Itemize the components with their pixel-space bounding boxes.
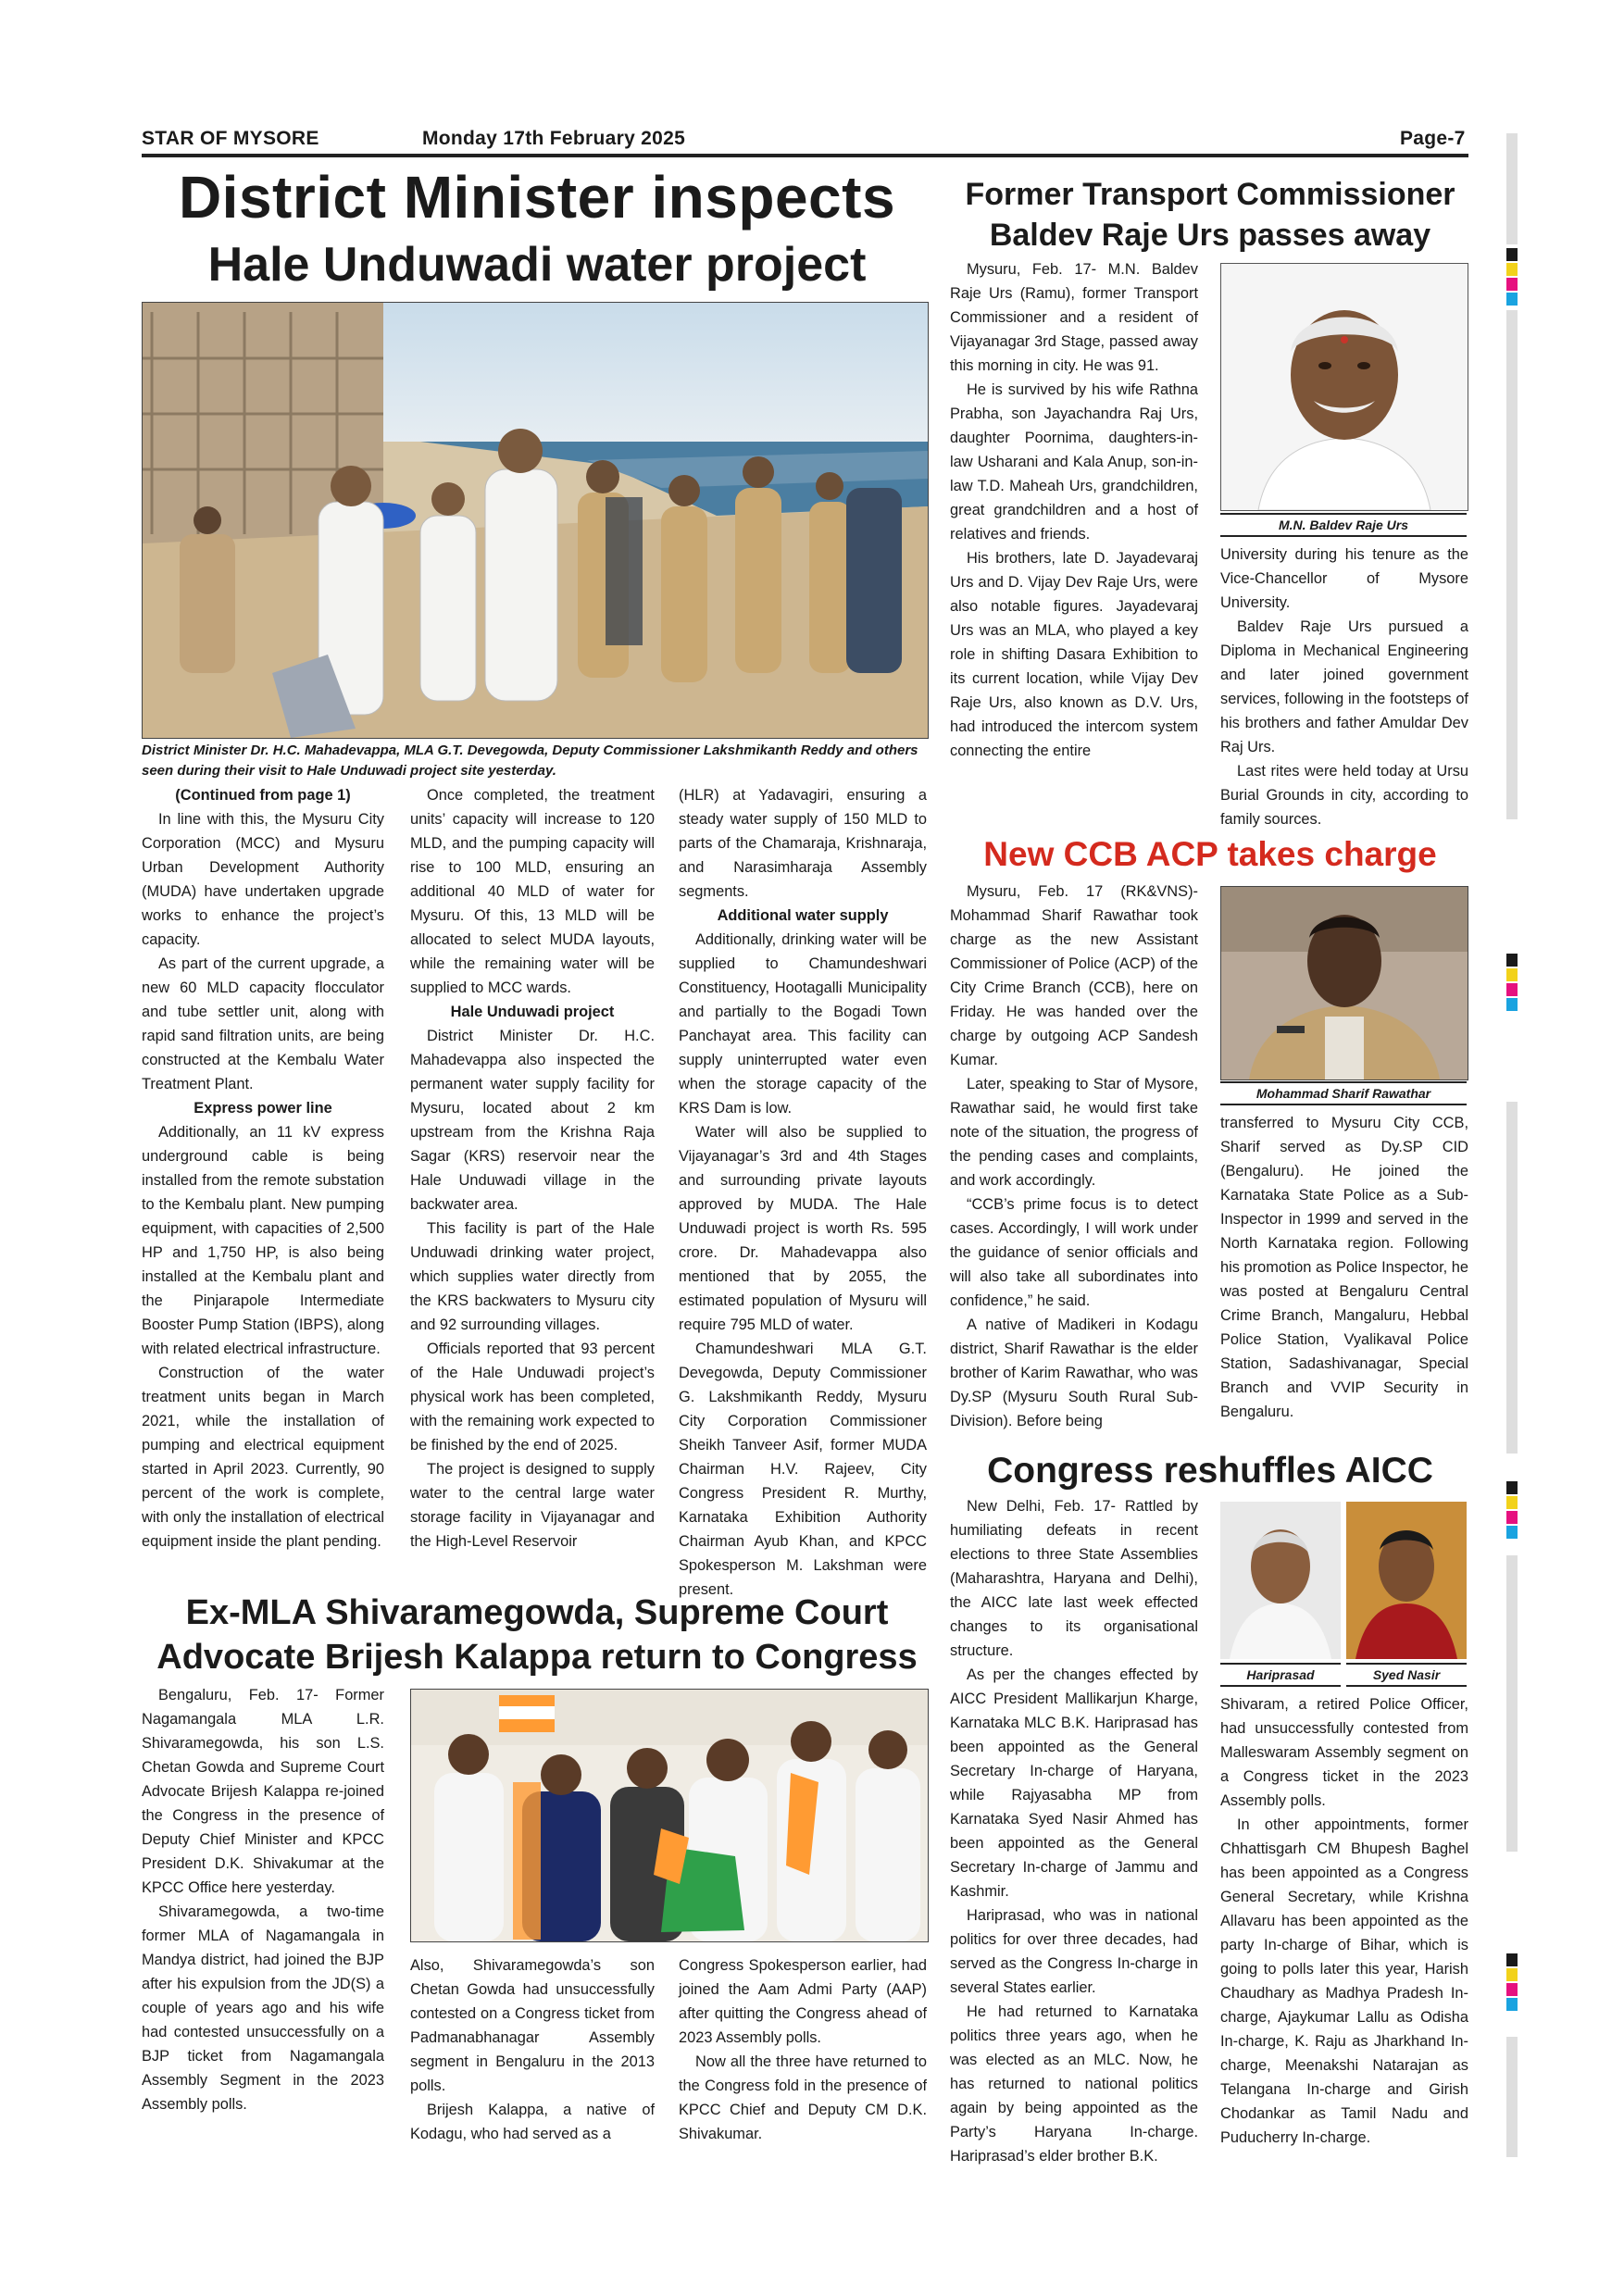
- aicc-leaders-photos: [1220, 1502, 1467, 1659]
- paragraph: Mysuru, Feb. 17 (RK&VNS)- Mohammad Sharif Rawathar took charge as the new Assistant Commissioner of Police (ACP) of the City Crime Branch (CCB), here on Friday. He was handed over the charge by outgoing ACP Sandesh Kumar.: [950, 883, 1198, 1068]
- story5-column1: [950, 1494, 1198, 2168]
- story5-column2: [1220, 1692, 1468, 2150]
- subheading: Hale Unduwadi project: [450, 1004, 615, 1020]
- story4-column3: [679, 1953, 927, 2146]
- subheading: Express power line: [194, 1100, 332, 1117]
- paragraph: Water will also be supplied to Vijayanagar’s 3rd and 4th Stages and surrounding private layouts approved by MUDA. The Hale Unduwadi project is worth Rs. 595 crore. Dr. Mahadevappa also mentioned that by 2055, the estimated population of Mysuru will require 795 MLD of water.: [679, 1124, 927, 1333]
- paragraph: In line with this, the Mysuru City Corporation (MCC) and Mysuru Urban Development Authority (MUDA) have undertaken upgrade works to enhance the project’s capacity.: [142, 811, 384, 948]
- paragraph: Shivaram, a retired Police Officer, had unsuccessfully contested from Malleswaram Assembly segment on a Congress ticket in the 2023 Assembly polls.: [1220, 1696, 1468, 1809]
- paragraph: Also, Shivaramegowda’s son Chetan Gowda had unsuccessfully contested on a Congress ticket from Padmanabhanagar Assembly segment in Bengaluru in the 2013 polls.: [410, 1957, 655, 2094]
- hariprasad-caption: Hariprasad: [1220, 1663, 1341, 1687]
- paragraph: District Minister Dr. H.C. Mahadevappa also inspected the permanent water supply facility for Mysuru, located about 2 km upstream from the Krishna Raja Sagar (KRS) reservoir near the Hale Unduwadi village in the backwater area.: [410, 1028, 655, 1213]
- story1-column2: [410, 783, 655, 1554]
- paragraph: Mysuru, Feb. 17- M.N. Baldev Raje Urs (Ramu), former Transport Commissioner and a resident of Vijayanagar 3rd Stage, passed away this morning in city. He was 91.: [950, 261, 1198, 374]
- congress-joining-photo: [410, 1689, 929, 1942]
- paragraph: Shivaramegowda, a two-time former MLA of Nagamangala in Mandya district, had joined the BJP after his expulsion from the JD(S) a couple of years ago and his wife had contested unsuccessfully on a BJP ticket from Nagamangala Assembly Segment in the 2023 Assembly polls.: [142, 1903, 384, 2113]
- paragraph: The project is designed to supply water to the central large water storage facility in Vijayanagar and the High-Level Reservoir: [410, 1461, 655, 1550]
- paragraph: A native of Madikeri in Kodagu district, Sharif Rawathar is the elder brother of Karim Rawathar, who was Dy.SP (Mysuru South Rural Sub-Division). Before being: [950, 1316, 1198, 1429]
- sharif-photo-caption: Mohammad Sharif Rawathar: [1220, 1081, 1467, 1105]
- paragraph: Hariprasad, who was in national politics for over three decades, had served as the Congress In-charge in several States earlier.: [950, 1907, 1198, 1996]
- paragraph: Once completed, the treatment units’ capacity will increase to 120 MLD, and the pumping capacity will rise to 100 MLD, ensuring an additional 40 MLD of water for Mysuru. Of this, 13 MLD will be allocated to select MUDA layouts, while the remaining water will be supplied to MCC wards.: [410, 787, 655, 996]
- paragraph: “CCB’s prime focus is to detect cases. Accordingly, I will work under the guidance of senior officials and will also take all subordinates into confidence,” he said.: [950, 1196, 1198, 1309]
- story4-headline-line2: Advocate Brijesh Kalappa return to Congress: [156, 1638, 918, 1677]
- baldev-photo-caption: M.N. Baldev Raje Urs: [1220, 513, 1467, 537]
- paragraph: New Delhi, Feb. 17- Rattled by humiliating defeats in recent elections to three State Assemblies (Maharashtra, Haryana and Delhi), the AICC late last week effected changes to its organisational structure.: [950, 1498, 1198, 1659]
- paragraph: University during his tenure as the Vice-Chancellor of Mysore University.: [1220, 546, 1468, 611]
- paragraph: (Continued from page 1): [175, 787, 351, 804]
- story4-column1: [142, 1683, 384, 2116]
- paragraph: Officials reported that 93 percent of the Hale Unduwadi project’s physical work has been completed, with the remaining work expected to be finished by the end of 2025.: [410, 1341, 655, 1454]
- story5-headline: Congress reshuffles AICC: [987, 1451, 1433, 1491]
- story2-headline-line1: Former Transport Commissioner: [965, 177, 1455, 212]
- story2-column1: [950, 257, 1198, 763]
- paragraph: Bengaluru, Feb. 17- Former Nagamangala MLA L.R. Shivaramegowda, his son L.S. Chetan Gowda and Supreme Court Advocate Brijesh Kalappa re-joined the Congress in the presence of Deputy Chief Minister and KPCC President D.K. Shivakumar at the KPCC Office here yesterday.: [142, 1687, 384, 1896]
- paragraph: As part of the current upgrade, a new 60 MLD capacity flocculator and tube settler unit, along with rapid sand filtration units, are being constructed at the Kembalu Water Treatment Plant.: [142, 955, 384, 1092]
- story4-headline-line1: Ex-MLA Shivaramegowda, Supreme Court: [185, 1593, 889, 1632]
- paragraph: Construction of the water treatment units began in March 2021, while the installation of pumping and electrical equipment started in April 2023. Currently, 90 percent of the work is complete, with only the installation of electrical equipment inside the plant pending.: [142, 1365, 384, 1550]
- story3-column2: [1220, 1111, 1468, 1424]
- story3-column1: [950, 880, 1198, 1433]
- paragraph: transferred to Mysuru City CCB, Sharif served as Dy.SP CID (Bengaluru). He joined the Karnataka State Police as a Sub-Inspector in 1999 and served in the North Karnataka region. Following his promotion as Police Inspector, he was posted at Bengaluru Central Crime Branch, Mangaluru, Hebbal Police Station, Vyalikaval Police Station, Sadashivanagar, Special Branch and VVIP Security in Bengaluru.: [1220, 1115, 1468, 1420]
- paragraph: Now all the three have returned to the Congress fold in the presence of KPCC Chief and Deputy CM D.K. Shivakumar.: [679, 2053, 927, 2142]
- story1-column1: [142, 783, 384, 1554]
- paper-name: STAR OF MYSORE: [142, 128, 319, 149]
- masthead-rule: [142, 154, 1468, 157]
- paragraph: Additionally, an 11 kV express underground cable is being installed from the remote substation to the Kembalu plant. New pumping equipment, with capacities of 2,500 HP and 1,750 HP, is also being installed at the Kembalu plant and the Pinjarapole Intermediate Booster Pump Station (IBPS), along with related electrical infrastructure.: [142, 1124, 384, 1357]
- story1-column3: [679, 783, 927, 1602]
- paragraph: (HLR) at Yadavagiri, ensuring a steady water supply of 150 MLD to parts of the Chamaraja, Krishnaraja, and Narasimharaja Assembly segments.: [679, 787, 927, 900]
- story3-headline: New CCB ACP takes charge: [983, 835, 1437, 873]
- story2-column2: [1220, 543, 1468, 831]
- story4-column2: [410, 1953, 655, 2146]
- story1-headline-line2: Hale Unduwadi water project: [207, 238, 867, 292]
- paragraph: In other appointments, former Chhattisgarh CM Bhupesh Baghel has been appointed as a Congress General Secretary, while Krishna Allavaru has been appointed as the party In-charge of Bihar, which is going to polls later this year, Harish Chaudhary as Madhya Pradesh In-charge, Ajaykumar Lallu as Odisha In-charge, K. Raju as Jharkhand In-charge, Meenakshi Natarajan as Telangana In-charge and Girish Chodankar as Tamil Nadu and Puducherry In-charge.: [1220, 1816, 1468, 2146]
- hale-unduwadi-site-photo: [142, 302, 929, 739]
- page-number: Page-7: [1400, 128, 1466, 149]
- story1-photo-caption: District Minister Dr. H.C. Mahadevappa, MLA G.T. Devegowda, Deputy Commissioner Lakshmikanth Reddy and others seen during their visit to Hale Unduwadi project site yesterday.: [142, 742, 918, 779]
- paragraph: He is survived by his wife Rathna Prabha, son Jayachandra Raj Urs, daughter Poornima, daughters-in-law Usharani and Kala Anup, son-in-law T.D. Maheah Urs, grandchildren, great grandchildren and a host of relatives and friends.: [950, 381, 1198, 543]
- story2-headline-line2: Baldev Raje Urs passes away: [989, 218, 1431, 253]
- paragraph: His brothers, late D. Jayadevaraj Urs and D. Vijay Dev Raje Urs, were also notable figures. Jayadevaraj Urs was an MLA, who played a key role in shifting Dasara Exhibition to its current location, while Vijay Dev Raje Urs, also known as D.V. Urs, had introduced the intercom system connecting the entire: [950, 550, 1198, 759]
- sharif-rawathar-photo: [1220, 886, 1468, 1080]
- paragraph: Congress Spokesperson earlier, had joined the Aam Admi Party (AAP) after quitting the Congress ahead of 2023 Assembly polls.: [679, 1957, 927, 2046]
- story1-headline-line1: District Minister inspects: [178, 164, 896, 231]
- paragraph: This facility is part of the Hale Unduwadi drinking water project, which supplies water directly from the KRS backwaters to Mysuru city and 92 surrounding villages.: [410, 1220, 655, 1333]
- issue-date: Monday 17th February 2025: [422, 128, 686, 149]
- paragraph: As per the changes effected by AICC President Mallikarjun Kharge, Karnataka MLC B.K. Hariprasad has been appointed as the General Secretary In-charge of Haryana, while Rajyasabha MP from Karnataka Syed Nasir Ahmed has been appointed as the General Secretary In-charge of Jammu and Kashmir.: [950, 1666, 1198, 1900]
- paragraph: Chamundeshwari MLA G.T. Devegowda, Deputy Commissioner G. Lakshmikanth Reddy, Mysuru City Corporation Commissioner Sheikh Tanveer Asif, former MUDA Chairman H.V. Rajeev, City Congress President R. Murthy, Karnataka Exhibition Authority Chairman Ayub Khan, and KPCC Spokesperson M. Lakshman were present.: [679, 1341, 927, 1598]
- syed-nasir-caption: Syed Nasir: [1346, 1663, 1467, 1687]
- paragraph: Additionally, drinking water will be supplied to Chamundeshwari Constituency, Hootagalli Municipality and partially to the Bogadi Town Panchayat area. This facility can supply uninterrupted water even when the storage capacity of the KRS Dam is low.: [679, 931, 927, 1117]
- baldev-raje-urs-photo: [1220, 263, 1468, 511]
- paragraph: Brijesh Kalappa, a native of Kodagu, who had served as a: [410, 2102, 655, 2142]
- paragraph: Baldev Raje Urs pursued a Diploma in Mechanical Engineering and later joined government services, following in the footsteps of his brothers and father Amuldar Dev Raj Urs.: [1220, 618, 1468, 755]
- paragraph: Last rites were held today at Ursu Burial Grounds in city, according to family sources.: [1220, 763, 1468, 828]
- paragraph: He had returned to Karnataka politics three years ago, when he was elected as an MLC. Now, he has returned to national politics again by being appointed as the Party’s Haryana In-charge. Hariprasad’s elder brother B.K.: [950, 2003, 1198, 2165]
- subheading: Additional water supply: [717, 907, 889, 924]
- paragraph: Later, speaking to Star of Mysore, Rawathar said, he would first take note of the situation, the progress of the pending cases and complaints, and work accordingly.: [950, 1076, 1198, 1189]
